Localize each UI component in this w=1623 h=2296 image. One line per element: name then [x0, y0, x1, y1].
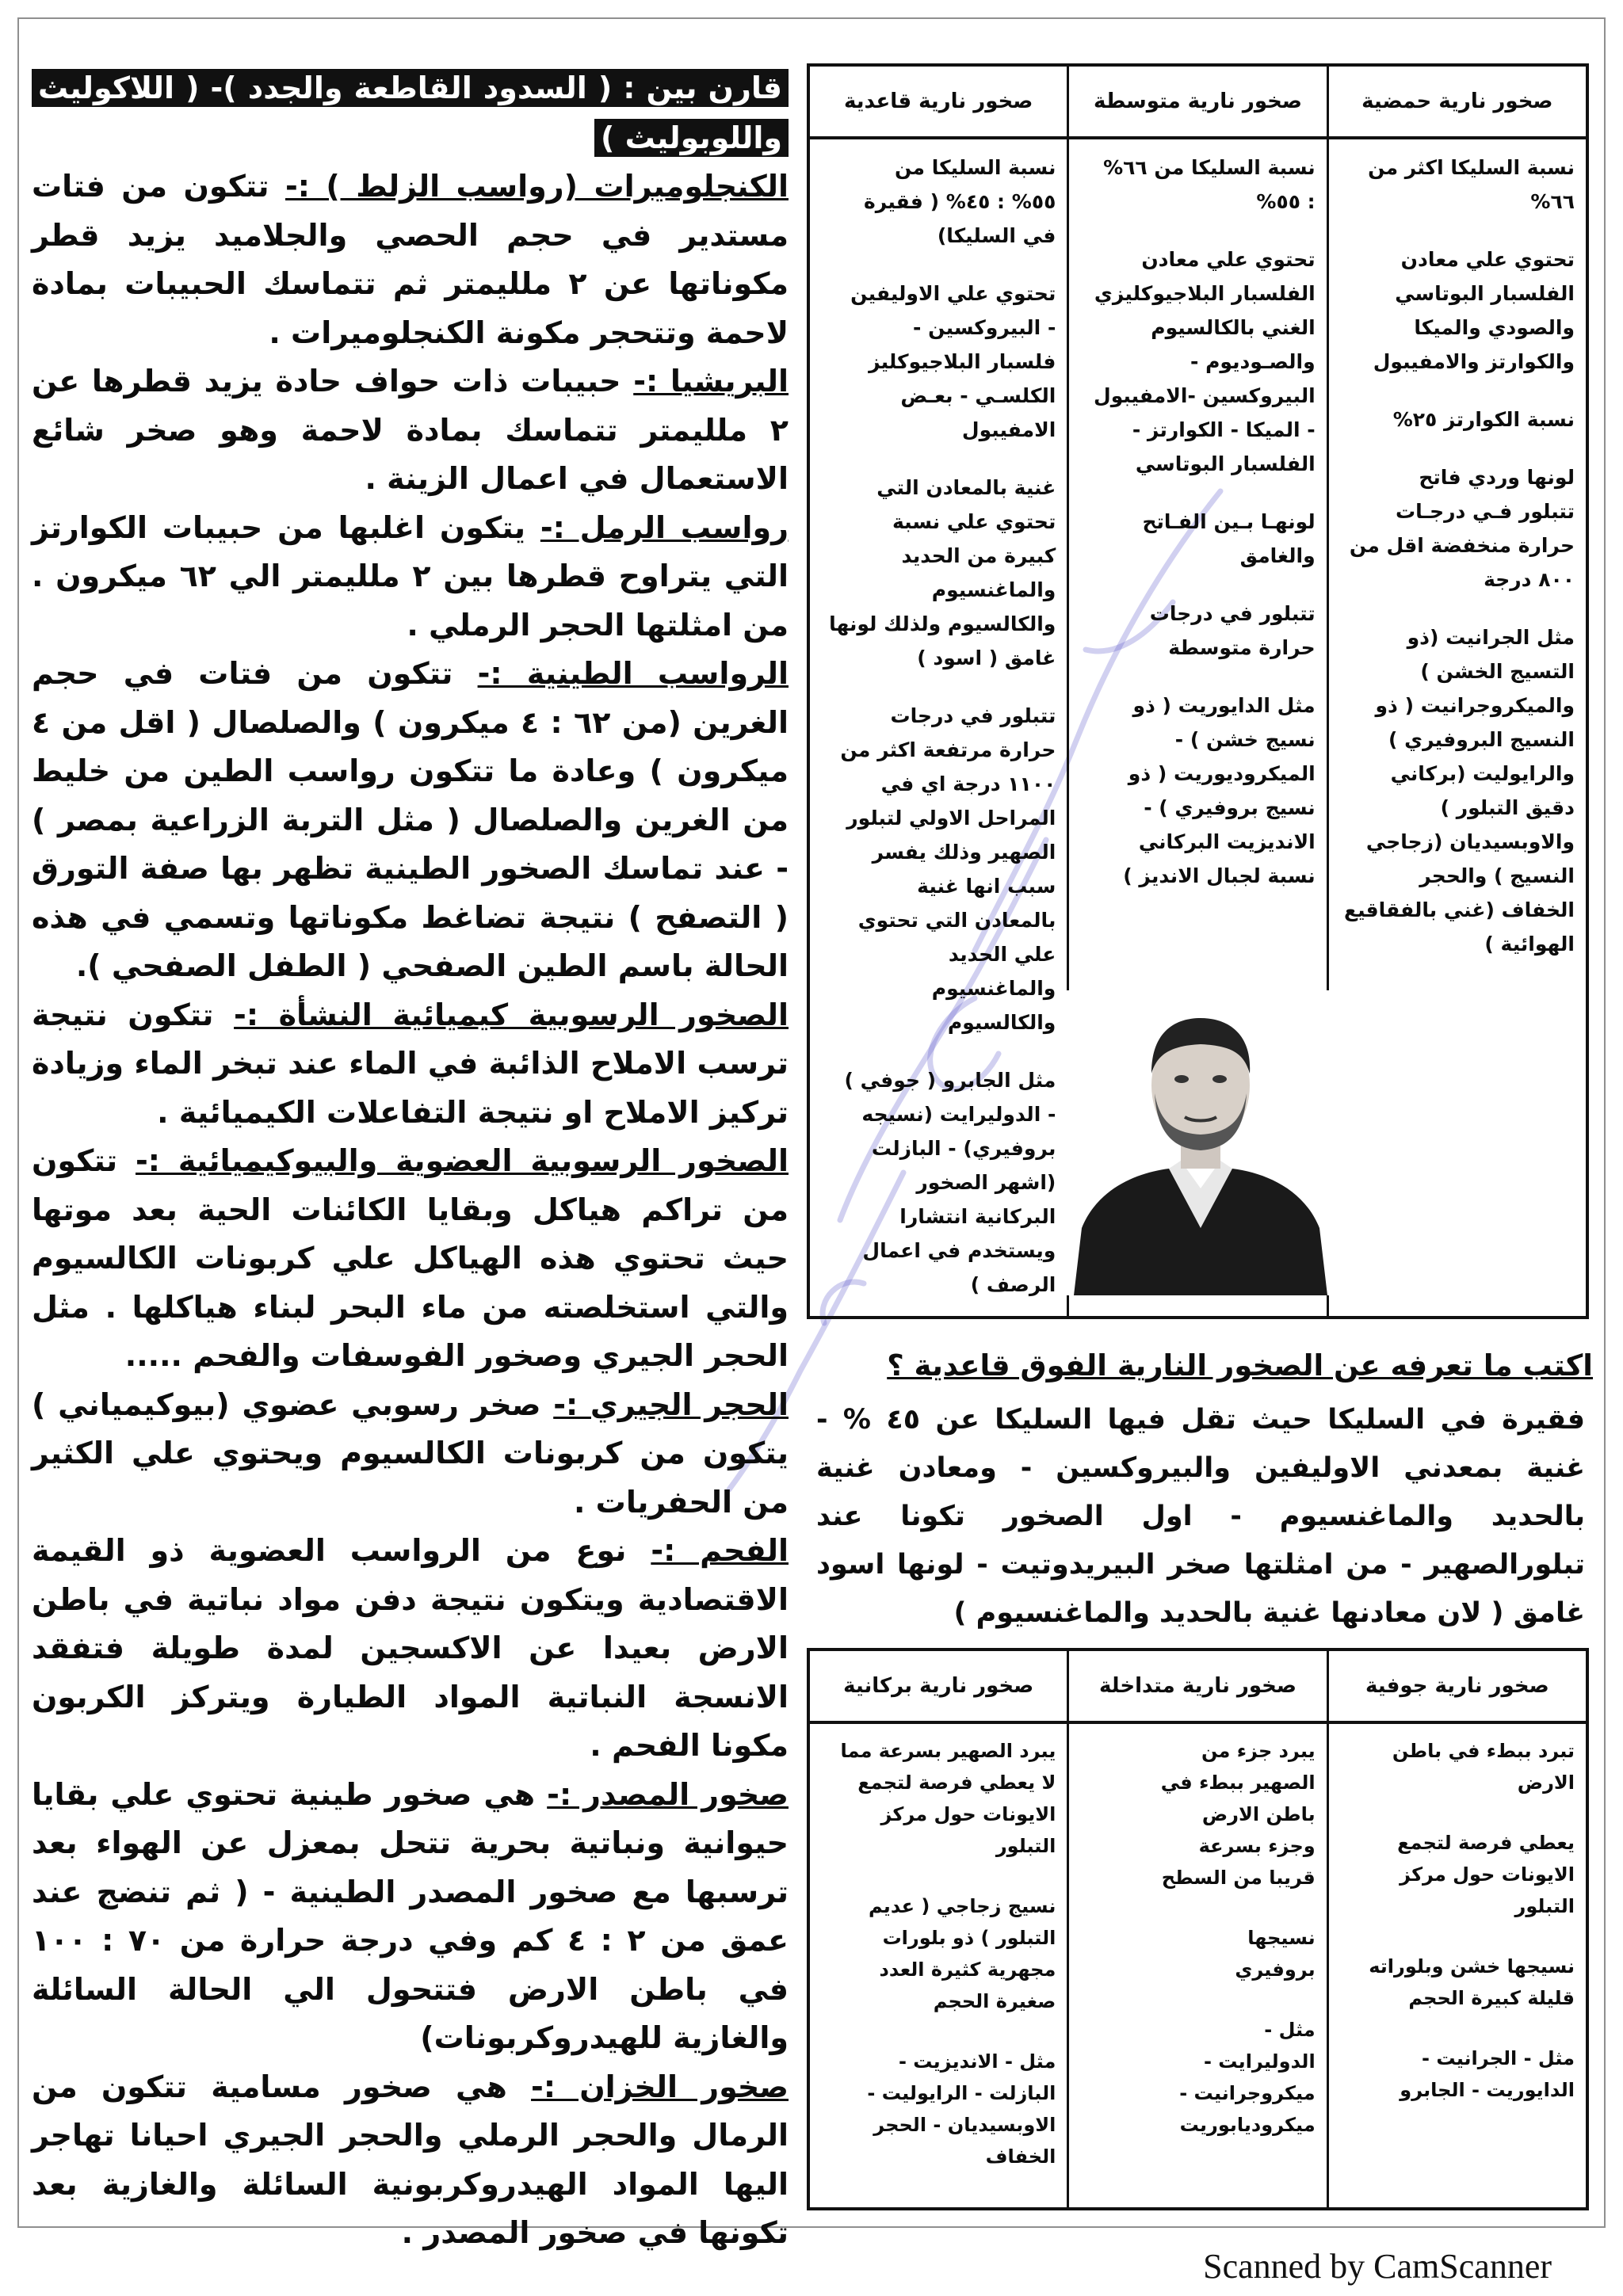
- definition-term: الفحم :-: [651, 1533, 789, 1568]
- definition-term: صخور المصدر :-: [547, 1776, 789, 1812]
- column-volcanic-rocks: [810, 1724, 1069, 2207]
- definition-text: تتكون من تراكم هياكل وبقايا الكائنات الحية بعد موتها حيث تحتوي هذه الهياكل علي كربونات الكالسيوم والتي استخلصته من ماء البحر لبناء هياكلها . مثل الحجر الجيري وصخور الفوسفات والفحم .....: [32, 1143, 789, 1373]
- table-cell: نسيجها خشن وبلوراته قليلة كبيرة الحجم: [1369, 1955, 1575, 2009]
- definition-coal: [32, 1527, 789, 1771]
- table-cell: تتبلور في درجات حرارة متوسطة: [1149, 602, 1316, 659]
- header-acidic-rocks: صخور نارية حمضية: [1361, 90, 1553, 113]
- table-cell: نسبة السليكا من ٦٦% : ٥٥%: [1103, 156, 1316, 213]
- table-cell: نسيج زجاجي ( عديم التبلور ) ذو بلورات مجهرية كثيرة العدد صغيرة الحجم: [868, 1895, 1056, 2012]
- table-cell: تبرد ببطء في باطن الارض: [1392, 1740, 1575, 1794]
- definition-text: صخر رسوبي عضوي (بيوكيمياني ) يتكون من كربونات الكالسيوم ويحتوي علي الكثير من الحفريات .: [32, 1386, 789, 1520]
- definition-limestone: [32, 1381, 789, 1527]
- table-header-row: [810, 1651, 1586, 1724]
- table-cell: غنية بالمعادن التي تحتوي علي نسبة كبيرة من الحديد والماغنسيوم والكالسيوم ولذلك لونها غامق ( اسود ): [829, 476, 1056, 669]
- table-cell: مثل - الدوليرايت - ميكروجرانيت - ميكروديابوريت: [1179, 2019, 1316, 2136]
- table-cell: يبرد الصهير بسرعة مما لا يعطي فرصة لتجمع الايونات حول مركز التبلور: [840, 1740, 1056, 1857]
- definition-text: حبيبات ذات حواف حادة يزيد قطرها عن ٢ ملليمتر تتماسك بمادة لاحمة وهو صخر شائع الاستعمال في اعمال الزينة .: [32, 364, 789, 496]
- table-header-row: [810, 67, 1586, 139]
- definition-text: تتكون من فتات مستدير في حجم الحصي والجلاميد يزيد قطر مكوناتها عن ٢ ملليمتر ثم تتماسك الحبيبات بمادة لاحمة وتتحجر مكونة الكنجلوميرات .: [32, 169, 789, 350]
- column-plutonic-rocks: [1329, 1724, 1586, 2207]
- igneous-rocks-origin-table: [807, 1648, 1589, 2210]
- definition-term: الحجر الجيري :-: [553, 1386, 789, 1422]
- table-cell: يعطي فرصة لتجمع الايونات حول مركز التبلور: [1397, 1832, 1575, 1917]
- definition-reservoir-rocks: [32, 2063, 789, 2258]
- compare-question: [32, 63, 789, 162]
- definition-organic-rocks: [32, 1137, 789, 1381]
- header-intrusive-rocks: صخور نارية متداخلة: [1069, 1651, 1328, 1721]
- table-cell: تحتوي علي معادن الفلسبار البلاجيوكليزي الغني بالكالسيوم والصـوديوم - البيروكسين -الامفيبول - الميكا - الكوارتز - الفلسبار البوتاسي: [1094, 248, 1316, 475]
- definition-term: صخور الخزان :-: [531, 2069, 789, 2104]
- header-plutonic-rocks: صخور نارية جوفية: [1365, 1674, 1549, 1698]
- table-cell: مثل - الانديزيت - البازلت - الرايوليت - الاوبسيديان - الحجر الخفاف: [867, 2050, 1056, 2168]
- table-cell: نسبة السليكا من ٥٥% : ٤٥% ( فقيرة في السليكا): [864, 156, 1056, 247]
- question-ultrabasic-rocks: اكتب ما تعرفه عن الصخور النارية الفوق قاعدية ؟: [887, 1348, 1593, 1383]
- table-cell: نسبة السليكا اكثر من ٦٦%: [1368, 156, 1575, 213]
- definition-breccia: [32, 357, 789, 504]
- table-cell: يبرد جزء من الصهير ببطء في باطن الارض وجزء بسرعة قريبا من السطح: [1160, 1740, 1316, 1889]
- table-cell: لونها وردي فاتح تتبلور فـي درجـات حرارة منخفضة اقل من ٨٠٠ درجة: [1349, 466, 1575, 591]
- table-cell: مثل الجابرو ( جوفي ) - الدوليرايت (نسيجه بروفيري) - البازلت (اشهر الصخور البركانية انتشارا ويستخدم في اعمال الرصف ): [844, 1069, 1056, 1296]
- definition-source-rocks: [32, 1771, 789, 2063]
- definition-text: هي صخور طينية تحتوي علي بقايا حيوانية ونباتية بحرية تتحل بمعزل عن الهواء بعد ترسبها مع صخور المصدر الطينية - ( ثم تنضج عند عمق من ٢ : ٤ كم وفي درجة حرارة من ٧٠ : ١٠٠ في باطن الارض فتتحول الي الحالة السائلة والغازية للهيدروكربونات): [32, 1776, 789, 2055]
- answer-ultrabasic-rocks: فقيرة في السليكا حيث تقل فيها السليكا عن ٤٥ % - غنية بمعدني الاوليفين والبيروكسين - ومعادن غنية بالحديد والماغنسيوم - اول الصخور تكونا عند تبلورالصهير - من امثلتها صخر البيريدوتيت - لونها اسود غامق ( لان معادنها غنية بالحديد والماغنسيوم ): [816, 1404, 1586, 1629]
- definition-clay-deposits: [32, 650, 789, 991]
- definition-text: هي صخور مسامية تتكون من الرمال والحجر الرملي والحجر الجيري احيانا تهاجر اليها المواد الهيدروكربونية السائلة والغازية بعد تكونها في صخور المصدر .: [32, 2069, 789, 2250]
- definition-text: تتكون من فتات في حجم الغرين (من ٦٢ : ٤ ميكرون ) والصلصال ( اقل من ٤ ميكرون ) وعادة ما تتكون رواسب الطين من خليط من الغرين والصلصال ( مثل التربة الزراعية بمصر ) - عند تماسك الصخور الطينية تظهر بها صفة التورق ( التصفح ) نتيجة تضاغط مكوناتها وتسمي في هذه الحالة باسم الطين الصفحي ( الطفل الصفحي ).: [32, 656, 789, 983]
- table-cell: لونهـا بـين الفـاتح والغامق: [1142, 510, 1316, 567]
- definition-sand-deposits: [32, 504, 789, 650]
- compare-question-title: قارن بين : ( السدود القاطعة والجدد )- ( اللاكوليث واللوبوليث ): [32, 69, 789, 157]
- scanner-footer: Scanned by CamScanner: [1203, 2247, 1552, 2286]
- definition-term: الصخور الرسوبية العضوية والبيوكيميائية :-: [136, 1143, 789, 1178]
- header-volcanic-rocks: صخور نارية بركانية: [810, 1651, 1069, 1721]
- table-cell: تحتوي علي معادن الفلسبار البوتاسي والصودي والميكا والكوارتز والامفيبول: [1373, 248, 1575, 373]
- definition-text: يتكون اغلبها من حبيبات الكوارتز التي يتراوح قطرها بين ٢ ملليمتر الي ٦٢ ميكرون . من امثلتها الحجر الرملي .: [32, 509, 789, 643]
- column-basic-rocks: [810, 139, 1069, 1316]
- definition-conglomerates: [32, 162, 789, 357]
- table-cell: مثل - الجرانيت - الدايوريت - الجابرو: [1400, 2047, 1575, 2101]
- definition-term: الصخور الرسوبية كيميائية النشأة :-: [234, 997, 789, 1032]
- table-cell: تتبلور في درجات حرارة مرتفعة اكثر من ١١٠٠ درجة اي في المراحل الاولي لتبلور الصهير وذلك يفسر سبب انها غنية بالمعادن التي تحتوي علي الحديد والماغنسيوم والكالسيوم: [840, 704, 1056, 1034]
- header-intermediate-rocks: صخور نارية متوسطة: [1069, 67, 1328, 136]
- definition-text: نوع من الرواسب العضوية ذو القيمة الاقتصادية ويتكون نتيجة دفن مواد نباتية في باطن الارض بعيدا عن الاكسجين لمدة طويلة فتفقد الانسجة النباتية المواد الطيارة ويتركز الكربون مكونا الفحم .: [32, 1533, 789, 1763]
- sedimentary-rocks-notes: [32, 63, 789, 2258]
- table-cell: نسبة الكوارتز ٢٥%: [1392, 408, 1575, 431]
- definition-term: الكنجلوميرات (رواسب الزلط ) :-: [285, 169, 789, 204]
- table-cell: نسيجها بروفيري: [1235, 1927, 1316, 1981]
- column-intrusive-rocks: [1069, 1724, 1328, 2207]
- definition-term: الرواسب الطينية :-: [477, 656, 789, 691]
- definition-chemical-rocks: [32, 991, 789, 1138]
- definition-text: تتكون نتيجة ترسب الاملاح الذائبة في الماء عند تبخر الماء وزيادة تركيز الاملاح او نتيجة التفاعلات الكيميائية .: [32, 997, 789, 1130]
- definition-term: البريشيا :-: [633, 364, 789, 399]
- header-basic-rocks: صخور نارية قاعدية: [810, 67, 1069, 136]
- table-cell: مثل الدايوريت ( ذو نسيج خشن ) - الميكروديوريت ( ذو نسيج بروفيري ) - الانديزيت البركاني نسبة لجبال الانديز ): [1123, 694, 1316, 887]
- table-cell: تحتوي علي الاوليفين - البيروكسين - فلسبار البلاجيوكليز الكلسـي - بعـض الامفيبول: [850, 282, 1056, 441]
- teacher-photo: [1066, 990, 1335, 1295]
- table-body-row: [810, 1724, 1586, 2207]
- definition-term: رواسب الرمل :-: [540, 509, 789, 545]
- table-cell: مثل الجرانيت (ذو التسيج الخشن ) والميكروجرانيت ( ذو النسيج البروفيري ) والرايوليت (بركاني دقيق التبلور ) والاوبسيديان (زجاجي النسيج ) والحجر الخفاف (غني بالفقاقيع الهوائية ): [1344, 626, 1575, 955]
- column-acidic-rocks: [1329, 139, 1586, 1316]
